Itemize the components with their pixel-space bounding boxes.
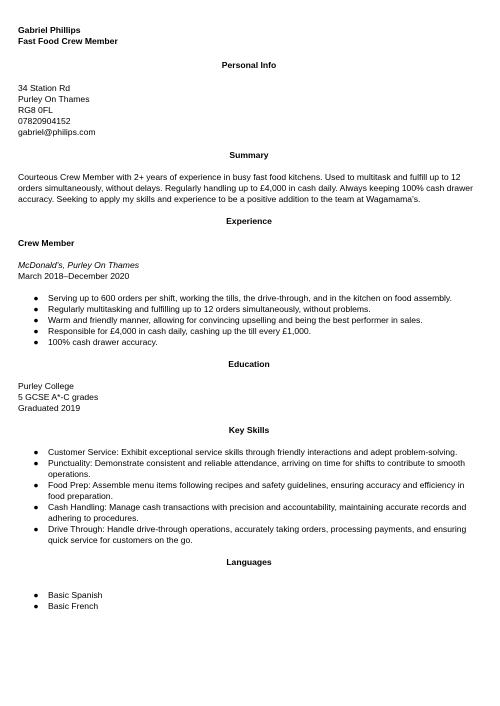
graduation-year: Graduated 2019 bbox=[18, 403, 81, 413]
list-item-text: Serving up to 600 orders per shift, working the tills, the drive-through, and in the kitchen on food assembly. bbox=[48, 293, 452, 303]
school-name: Purley College bbox=[18, 381, 74, 391]
bullet-icon: ● bbox=[33, 458, 39, 468]
bullet-icon: ● bbox=[33, 304, 39, 314]
phone-number: 07820904152 bbox=[18, 116, 71, 126]
candidate-title: Fast Food Crew Member bbox=[18, 36, 118, 46]
list-item-text: Basic French bbox=[48, 601, 99, 611]
list-item-text: Drive Through: Handle drive-through operations, accurately taking orders, processing payments, and ensuring quick service for customers on the go. bbox=[48, 524, 467, 545]
key-skills-bullet-list bbox=[18, 447, 480, 546]
qualification: 5 GCSE A*-C grades bbox=[18, 392, 99, 402]
list-item-text: Basic Spanish bbox=[48, 590, 103, 600]
personal-info-block bbox=[18, 83, 480, 138]
bullet-icon: ● bbox=[33, 337, 39, 347]
employer: McDonald's, Purley On Thames bbox=[18, 260, 140, 270]
list-item bbox=[18, 337, 480, 348]
bullet-icon: ● bbox=[33, 502, 39, 512]
list-item bbox=[18, 502, 480, 524]
bullet-icon: ● bbox=[33, 524, 39, 534]
list-item bbox=[18, 590, 480, 601]
languages-bullet-list bbox=[18, 590, 480, 612]
summary-text: Courteous Crew Member with 2+ years of experience in busy fast food kitchens. Used to multitask and fulfill up to 12 orders simultaneously, without delays. Regularly handling up to £4,000 in cash daily. Always keeping 100% cash drawer accuracy. Seeking to apply my skills and experience to be a positive addition to the team at Wagamama's. bbox=[18, 172, 473, 204]
section-heading-education: Education bbox=[228, 359, 270, 369]
address-line-2: Purley On Thames bbox=[18, 94, 90, 104]
bullet-icon: ● bbox=[33, 326, 39, 336]
bullet-icon: ● bbox=[33, 480, 39, 490]
list-item bbox=[18, 326, 480, 337]
list-item-text: Responsible for £4,000 in cash daily, cashing up the till every £1,000. bbox=[48, 326, 312, 336]
candidate-name: Gabriel Phillips bbox=[18, 25, 81, 35]
section-heading-key-skills: Key Skills bbox=[228, 425, 270, 435]
postcode: RG8 0FL bbox=[18, 105, 53, 115]
section-heading-languages: Languages bbox=[226, 557, 272, 567]
email-address: gabriel@philips.com bbox=[18, 127, 96, 137]
resume-page bbox=[18, 25, 480, 612]
list-item-text: Customer Service: Exhibit exceptional service skills through friendly interactions and adept problem-solving. bbox=[48, 447, 458, 457]
bullet-icon: ● bbox=[33, 293, 39, 303]
section-heading-personal-info: Personal Info bbox=[221, 60, 277, 70]
list-item bbox=[18, 524, 480, 546]
list-item-text: 100% cash drawer accuracy. bbox=[48, 337, 158, 347]
list-item bbox=[18, 480, 480, 502]
list-item-text: Cash Handling: Manage cash transactions with precision and accountability, maintaining accurate records and adhering to procedures. bbox=[48, 502, 467, 523]
list-item-text: Punctuality: Demonstrate consistent and reliable attendance, arriving on time for shifts to contribute to smooth operations. bbox=[48, 458, 466, 479]
list-item-text: Regularly multitasking and fulfilling up to 12 orders simultaneously, without problems. bbox=[48, 304, 371, 314]
address-line-1: 34 Station Rd bbox=[18, 83, 71, 93]
list-item-text: Warm and friendly manner, allowing for convincing upselling and being the best performer in sales. bbox=[48, 315, 423, 325]
experience-bullet-list bbox=[18, 293, 480, 348]
bullet-icon: ● bbox=[33, 447, 39, 457]
bullet-icon: ● bbox=[33, 601, 39, 611]
list-item bbox=[18, 304, 480, 315]
section-heading-experience: Experience bbox=[226, 216, 272, 226]
section-heading-summary: Summary bbox=[229, 150, 269, 160]
bullet-icon: ● bbox=[33, 315, 39, 325]
bullet-icon: ● bbox=[33, 590, 39, 600]
list-item bbox=[18, 447, 480, 458]
list-item-text: Food Prep: Assemble menu items following recipes and safety guidelines, ensuring accuracy and efficiency in food preparation. bbox=[48, 480, 465, 501]
list-item bbox=[18, 458, 480, 480]
education-block bbox=[18, 381, 480, 414]
list-item bbox=[18, 601, 480, 612]
list-item bbox=[18, 293, 480, 304]
list-item bbox=[18, 315, 480, 326]
job-title: Crew Member bbox=[18, 238, 75, 248]
job-dates: March 2018–December 2020 bbox=[18, 271, 130, 281]
